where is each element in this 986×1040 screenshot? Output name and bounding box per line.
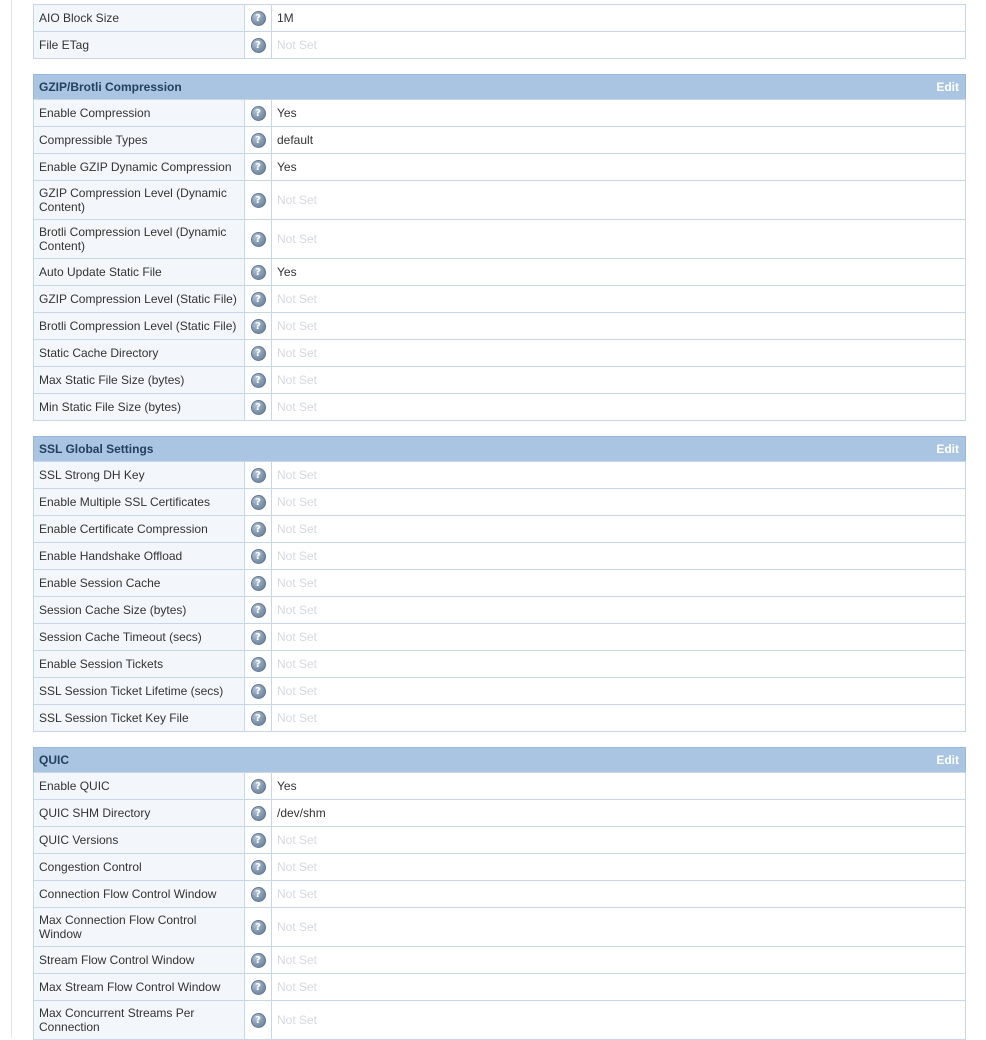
- setting-value: Not Set: [272, 974, 966, 1001]
- help-icon[interactable]: ?: [251, 232, 266, 247]
- setting-value: Yes: [272, 154, 966, 181]
- help-icon[interactable]: ?: [251, 133, 266, 148]
- help-cell: [245, 543, 272, 570]
- help-cell: [245, 32, 272, 59]
- help-cell: [245, 489, 272, 516]
- help-cell: [245, 773, 272, 800]
- help-cell: [245, 827, 272, 854]
- quic-section: [33, 747, 966, 1040]
- left-divider: [11, 0, 12, 1038]
- setting-value: Not Set: [272, 827, 966, 854]
- help-icon[interactable]: ?: [251, 953, 266, 968]
- setting-label: Max Concurrent Streams Per Connection: [34, 1001, 245, 1040]
- help-icon[interactable]: ?: [251, 160, 266, 175]
- edit-link[interactable]: Edit: [936, 80, 959, 94]
- help-cell: [245, 286, 272, 313]
- help-icon[interactable]: ?: [251, 806, 266, 821]
- setting-value: Yes: [272, 773, 966, 800]
- help-icon[interactable]: ?: [251, 292, 266, 307]
- setting-row: [34, 624, 966, 651]
- setting-label: Enable Multiple SSL Certificates: [34, 489, 245, 516]
- help-cell: [245, 678, 272, 705]
- setting-label: Enable Session Cache: [34, 570, 245, 597]
- setting-value: Not Set: [272, 624, 966, 651]
- setting-row: [34, 394, 966, 421]
- section-title: GZIP/Brotli Compression: [39, 80, 182, 94]
- setting-label: Brotli Compression Level (Static File): [34, 313, 245, 340]
- help-cell: [245, 908, 272, 947]
- setting-label: QUIC SHM Directory: [34, 800, 245, 827]
- setting-row: [34, 220, 966, 259]
- help-icon[interactable]: ?: [251, 657, 266, 672]
- help-cell: [245, 154, 272, 181]
- setting-row: [34, 854, 966, 881]
- section-header: [33, 436, 966, 461]
- ssl-global-settings-section: [33, 436, 966, 732]
- setting-label: Auto Update Static File: [34, 259, 245, 286]
- help-cell: [245, 800, 272, 827]
- setting-row: [34, 570, 966, 597]
- setting-value: Not Set: [272, 881, 966, 908]
- setting-row: [34, 127, 966, 154]
- setting-value: default: [272, 127, 966, 154]
- section-header: [33, 747, 966, 772]
- setting-value: 1M: [272, 5, 966, 32]
- setting-value: Not Set: [272, 651, 966, 678]
- setting-row: [34, 947, 966, 974]
- edit-link[interactable]: Edit: [936, 753, 959, 767]
- help-cell: [245, 597, 272, 624]
- setting-label: QUIC Versions: [34, 827, 245, 854]
- help-icon[interactable]: ?: [251, 860, 266, 875]
- setting-row: [34, 340, 966, 367]
- help-cell: [245, 5, 272, 32]
- help-icon[interactable]: ?: [251, 11, 266, 26]
- help-cell: [245, 947, 272, 974]
- setting-label: Max Stream Flow Control Window: [34, 974, 245, 1001]
- setting-row: [34, 367, 966, 394]
- help-cell: [245, 181, 272, 220]
- setting-row: [34, 1001, 966, 1040]
- setting-value: Not Set: [272, 705, 966, 732]
- help-icon[interactable]: ?: [251, 630, 266, 645]
- setting-label: Brotli Compression Level (Dynamic Content): [34, 220, 245, 259]
- setting-label: GZIP Compression Level (Dynamic Content): [34, 181, 245, 220]
- edit-link[interactable]: Edit: [936, 442, 959, 456]
- help-cell: [245, 516, 272, 543]
- setting-value: Not Set: [272, 286, 966, 313]
- setting-value: Not Set: [272, 313, 966, 340]
- help-icon[interactable]: ?: [251, 684, 266, 699]
- setting-row: [34, 597, 966, 624]
- setting-row: [34, 827, 966, 854]
- help-cell: [245, 705, 272, 732]
- help-icon[interactable]: ?: [251, 265, 266, 280]
- help-icon[interactable]: ?: [251, 495, 266, 510]
- help-icon[interactable]: ?: [251, 346, 266, 361]
- setting-row: [34, 974, 966, 1001]
- setting-label: Enable Handshake Offload: [34, 543, 245, 570]
- setting-value: Not Set: [272, 394, 966, 421]
- setting-value: Not Set: [272, 678, 966, 705]
- setting-row: [34, 462, 966, 489]
- help-icon[interactable]: ?: [251, 373, 266, 388]
- help-icon[interactable]: ?: [251, 106, 266, 121]
- setting-row: [34, 100, 966, 127]
- help-cell: [245, 220, 272, 259]
- section-title: SSL Global Settings: [39, 442, 154, 456]
- help-cell: [245, 259, 272, 286]
- setting-label: Enable Session Tickets: [34, 651, 245, 678]
- help-icon[interactable]: ?: [251, 193, 266, 208]
- help-cell: [245, 367, 272, 394]
- help-cell: [245, 127, 272, 154]
- setting-label: Enable GZIP Dynamic Compression: [34, 154, 245, 181]
- gzip-brotli-compression-section: [33, 74, 966, 421]
- setting-label: Max Connection Flow Control Window: [34, 908, 245, 947]
- setting-label: Compressible Types: [34, 127, 245, 154]
- help-icon[interactable]: ?: [251, 522, 266, 537]
- setting-label: Enable Certificate Compression: [34, 516, 245, 543]
- setting-row: [34, 908, 966, 947]
- setting-value: Yes: [272, 259, 966, 286]
- top-settings-table: [33, 4, 966, 59]
- setting-row: [34, 705, 966, 732]
- setting-row: [34, 773, 966, 800]
- setting-label: Connection Flow Control Window: [34, 881, 245, 908]
- setting-label: Stream Flow Control Window: [34, 947, 245, 974]
- setting-row: [34, 154, 966, 181]
- setting-value: Not Set: [272, 597, 966, 624]
- help-icon[interactable]: ?: [251, 920, 266, 935]
- help-cell: [245, 651, 272, 678]
- setting-value: Not Set: [272, 947, 966, 974]
- help-cell: [245, 462, 272, 489]
- setting-value: Not Set: [272, 1001, 966, 1040]
- setting-value: Not Set: [272, 570, 966, 597]
- help-cell: [245, 340, 272, 367]
- help-icon[interactable]: ?: [251, 779, 266, 794]
- setting-value: Not Set: [272, 854, 966, 881]
- setting-row: [34, 313, 966, 340]
- help-icon[interactable]: ?: [251, 549, 266, 564]
- setting-row: [34, 259, 966, 286]
- help-icon[interactable]: ?: [251, 833, 266, 848]
- help-cell: [245, 394, 272, 421]
- setting-row: [34, 286, 966, 313]
- help-cell: [245, 1001, 272, 1040]
- setting-row: [34, 651, 966, 678]
- help-icon[interactable]: ?: [251, 576, 266, 591]
- help-icon[interactable]: ?: [251, 400, 266, 415]
- setting-label: Min Static File Size (bytes): [34, 394, 245, 421]
- setting-value: Yes: [272, 100, 966, 127]
- setting-value: Not Set: [272, 340, 966, 367]
- setting-row: [34, 800, 966, 827]
- setting-label: SSL Session Ticket Key File: [34, 705, 245, 732]
- setting-label: File ETag: [34, 32, 245, 59]
- setting-value: Not Set: [272, 462, 966, 489]
- setting-value: /dev/shm: [272, 800, 966, 827]
- help-icon[interactable]: ?: [251, 38, 266, 53]
- setting-label: GZIP Compression Level (Static File): [34, 286, 245, 313]
- setting-row: [34, 32, 966, 59]
- help-cell: [245, 974, 272, 1001]
- setting-label: AIO Block Size: [34, 5, 245, 32]
- setting-value: Not Set: [272, 489, 966, 516]
- setting-row: [34, 543, 966, 570]
- help-icon[interactable]: ?: [251, 711, 266, 726]
- setting-label: SSL Session Ticket Lifetime (secs): [34, 678, 245, 705]
- setting-label: Max Static File Size (bytes): [34, 367, 245, 394]
- setting-value: Not Set: [272, 220, 966, 259]
- setting-row: [34, 516, 966, 543]
- setting-label: Static Cache Directory: [34, 340, 245, 367]
- setting-label: Session Cache Size (bytes): [34, 597, 245, 624]
- setting-row: [34, 678, 966, 705]
- setting-row: [34, 181, 966, 220]
- help-icon[interactable]: ?: [251, 887, 266, 902]
- help-icon[interactable]: ?: [251, 1013, 266, 1028]
- help-cell: [245, 854, 272, 881]
- section-title: QUIC: [39, 753, 69, 767]
- setting-label: SSL Strong DH Key: [34, 462, 245, 489]
- setting-value: Not Set: [272, 516, 966, 543]
- help-cell: [245, 570, 272, 597]
- setting-label: Congestion Control: [34, 854, 245, 881]
- setting-value: Not Set: [272, 181, 966, 220]
- help-cell: [245, 313, 272, 340]
- setting-row: [34, 5, 966, 32]
- setting-row: [34, 489, 966, 516]
- help-cell: [245, 624, 272, 651]
- setting-value: Not Set: [272, 543, 966, 570]
- help-icon[interactable]: ?: [251, 980, 266, 995]
- help-icon[interactable]: ?: [251, 468, 266, 483]
- setting-value: Not Set: [272, 367, 966, 394]
- section-header: [33, 74, 966, 99]
- setting-label: Enable QUIC: [34, 773, 245, 800]
- help-cell: [245, 100, 272, 127]
- setting-label: Session Cache Timeout (secs): [34, 624, 245, 651]
- setting-row: [34, 881, 966, 908]
- setting-value: Not Set: [272, 32, 966, 59]
- help-icon[interactable]: ?: [251, 603, 266, 618]
- help-icon[interactable]: ?: [251, 319, 266, 334]
- setting-value: Not Set: [272, 908, 966, 947]
- setting-label: Enable Compression: [34, 100, 245, 127]
- help-cell: [245, 881, 272, 908]
